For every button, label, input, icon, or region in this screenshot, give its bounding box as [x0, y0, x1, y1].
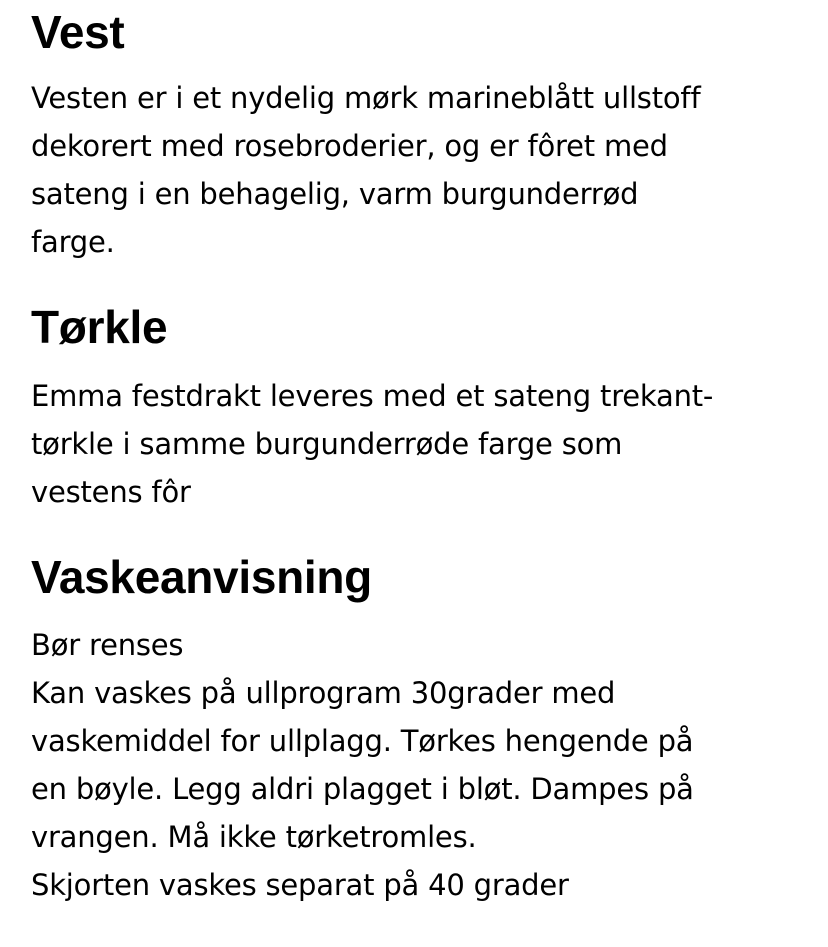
- text-line: vrangen. Må ikke tørketromles.: [31, 820, 477, 854]
- section-heading-vest: Vest: [31, 6, 125, 58]
- text-line: sateng i en behagelig, varm burgunderrød: [31, 177, 639, 211]
- text-line: vaskemiddel for ullplagg. Tørkes hengende på: [31, 724, 694, 758]
- text-line: dekorert med rosebroderier, og er fôret med: [31, 129, 668, 163]
- section-heading-torkle: Tørkle: [31, 301, 168, 353]
- text-line: vestens fôr: [31, 475, 191, 509]
- text-line: Vesten er i et nydelig mørk marineblått ullstoff: [31, 81, 701, 115]
- section-text-vest: [31, 74, 700, 266]
- text-line: en bøyle. Legg aldri plagget i bløt. Dampes på: [31, 772, 694, 806]
- text-line: Bør renses: [31, 628, 184, 662]
- text-line: tørkle i samme burgunderrøde farge som: [31, 427, 623, 461]
- section-text-torkle: [31, 372, 713, 516]
- section-text-vaskeanvisning: [31, 621, 694, 909]
- section-heading-vaskeanvisning: Vaskeanvisning: [31, 551, 372, 603]
- text-line: Emma festdrakt leveres med et sateng trekant-: [31, 379, 714, 413]
- text-line: farge.: [31, 225, 115, 259]
- text-line: Kan vaskes på ullprogram 30grader med: [31, 676, 616, 710]
- text-line: Skjorten vaskes separat på 40 grader: [31, 868, 569, 902]
